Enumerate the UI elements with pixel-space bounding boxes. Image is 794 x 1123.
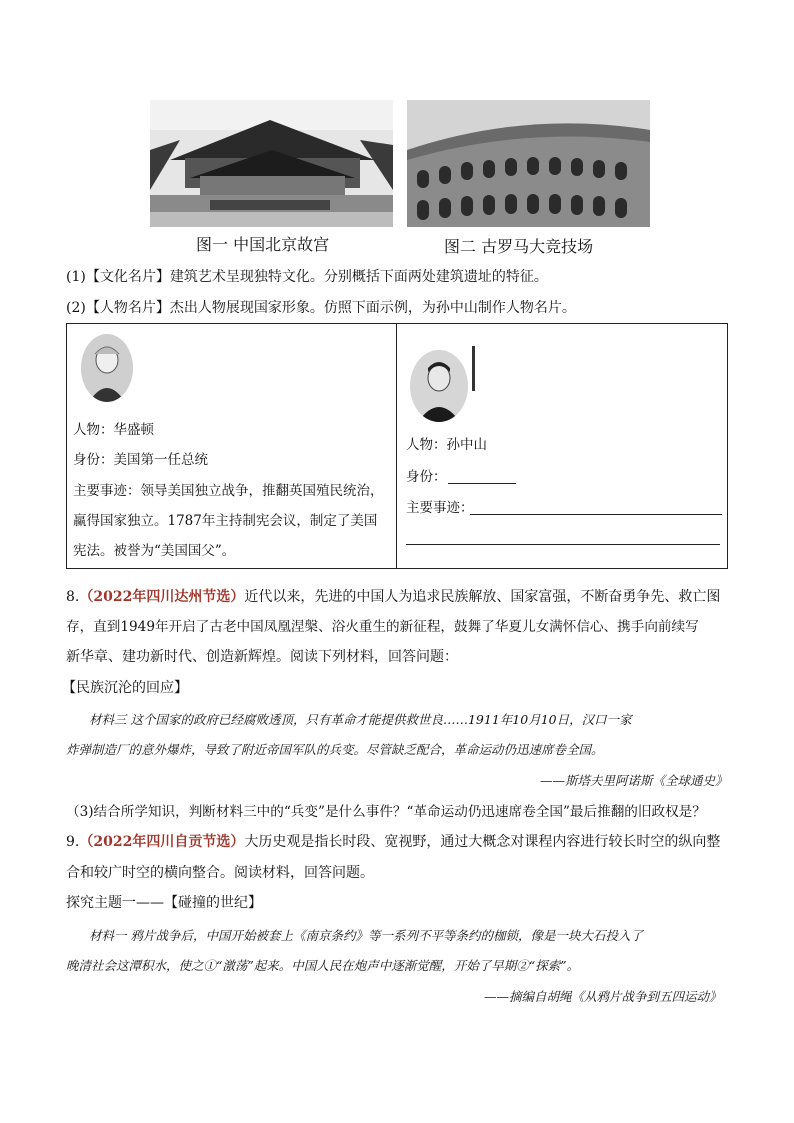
question-9-material-2: 晚清社会这潭积水，使之①“激荡”起来。中国人民在炮声中逐渐觉醒，开始了早期②“探索”。	[66, 958, 580, 973]
question-2: (2)【人物名片】杰出人物展现国家形象。仿照下面示例，为孙中山制作人物名片。	[66, 300, 576, 316]
washington-portrait-image	[81, 334, 133, 402]
question-8-material-1: 材料三 这个国家的政府已经腐败透顶，只有革命才能提供救世良……1911年10月10日，汉口一家	[89, 712, 632, 727]
right-deeds: 主要事迹：	[406, 500, 474, 516]
left-deeds-3: 宪法。被誉为“美国国父”。	[73, 543, 236, 559]
question-9-material-1: 材料一 鸦片战争后，中国开始被套上《南京条约》等一系列不平等条约的枷锁，像是一块大石投入了	[89, 928, 643, 943]
colosseum-image	[407, 100, 650, 227]
deeds-blank-1[interactable]	[470, 514, 722, 515]
question-9-text-1: 大历史观是指长时段、宽视野，通过大概念对课程内容进行较长时空的纵向整	[244, 834, 721, 850]
table-divider	[396, 324, 397, 568]
question-8-section: 【民族沉沦的回应】	[62, 680, 188, 696]
person-card-table	[66, 323, 728, 569]
question-9-line-2: 合和较广时空的横向整合。阅读材料，回答问题。	[66, 865, 374, 881]
question-8-material-2: 炸弹制造厂的意外爆炸，导致了附近帝国军队的兵变。尽管缺乏配合，革命运动仍迅速席卷全国。	[66, 742, 604, 757]
forbidden-city-image	[150, 100, 393, 227]
sun-yatsen-portrait	[410, 350, 468, 422]
left-deeds-1: 主要事迹：领导美国独立战争，推翻英国殖民统治，	[73, 483, 384, 499]
question-8-material-source: ——斯塔夫里阿诺斯《全球通史》	[540, 773, 728, 788]
figure-1-caption: 图一 中国北京故宫	[196, 235, 330, 254]
question-9-source: （2022年四川自贡节选）	[79, 834, 245, 850]
figure-2-caption: 图二 古罗马大竞技场	[444, 237, 594, 256]
right-identity: 身份：	[406, 469, 447, 485]
left-deeds-2: 赢得国家独立。1787年主持制宪会议，制定了美国	[73, 513, 378, 529]
portrait-edge	[472, 346, 475, 391]
question-9-number: 9.	[66, 834, 80, 850]
sun-yatsen-portrait-image	[410, 350, 468, 422]
question-8-text-1: 近代以来，先进的中国人为追求民族解放、国家富强，不断奋勇争先、救亡图	[244, 589, 721, 605]
washington-portrait	[81, 334, 133, 402]
question-8-question: （3)结合所学知识，判断材料三中的“兵变”是什么事件？“革命运动仍迅速席卷全国”最后推翻的旧政权是？	[66, 804, 706, 820]
left-identity: 身份：美国第一任总统	[73, 452, 208, 468]
colosseum-photo	[407, 100, 650, 227]
question-8-line-2: 存，直到1949年开启了古老中国凤凰涅槃、浴火重生的新征程，鼓舞了华夏儿女满怀信心、携手向前续写	[66, 619, 699, 635]
question-8-line-1	[66, 589, 720, 605]
right-name: 人物：孙中山	[406, 437, 487, 453]
deeds-blank-2[interactable]	[406, 544, 720, 545]
question-8-line-3: 新华章、建功新时代、创造新辉煌。阅读下列材料，回答问题：	[66, 649, 458, 665]
identity-blank[interactable]	[448, 483, 516, 484]
question-9-material-source: ——摘编自胡绳《从鸦片战争到五四运动》	[484, 989, 722, 1004]
question-8-number: 8.	[66, 589, 80, 605]
question-1: (1)【文化名片】建筑艺术呈现独特文化。分别概括下面两处建筑遗址的特征。	[66, 269, 548, 285]
question-8-source: （2022年四川达州节选）	[79, 589, 245, 605]
forbidden-city-photo	[150, 100, 393, 227]
question-9-theme: 探究主题一——【碰撞的世纪】	[66, 895, 262, 911]
left-name: 人物：华盛顿	[73, 422, 154, 438]
question-9-line-1	[66, 834, 720, 850]
